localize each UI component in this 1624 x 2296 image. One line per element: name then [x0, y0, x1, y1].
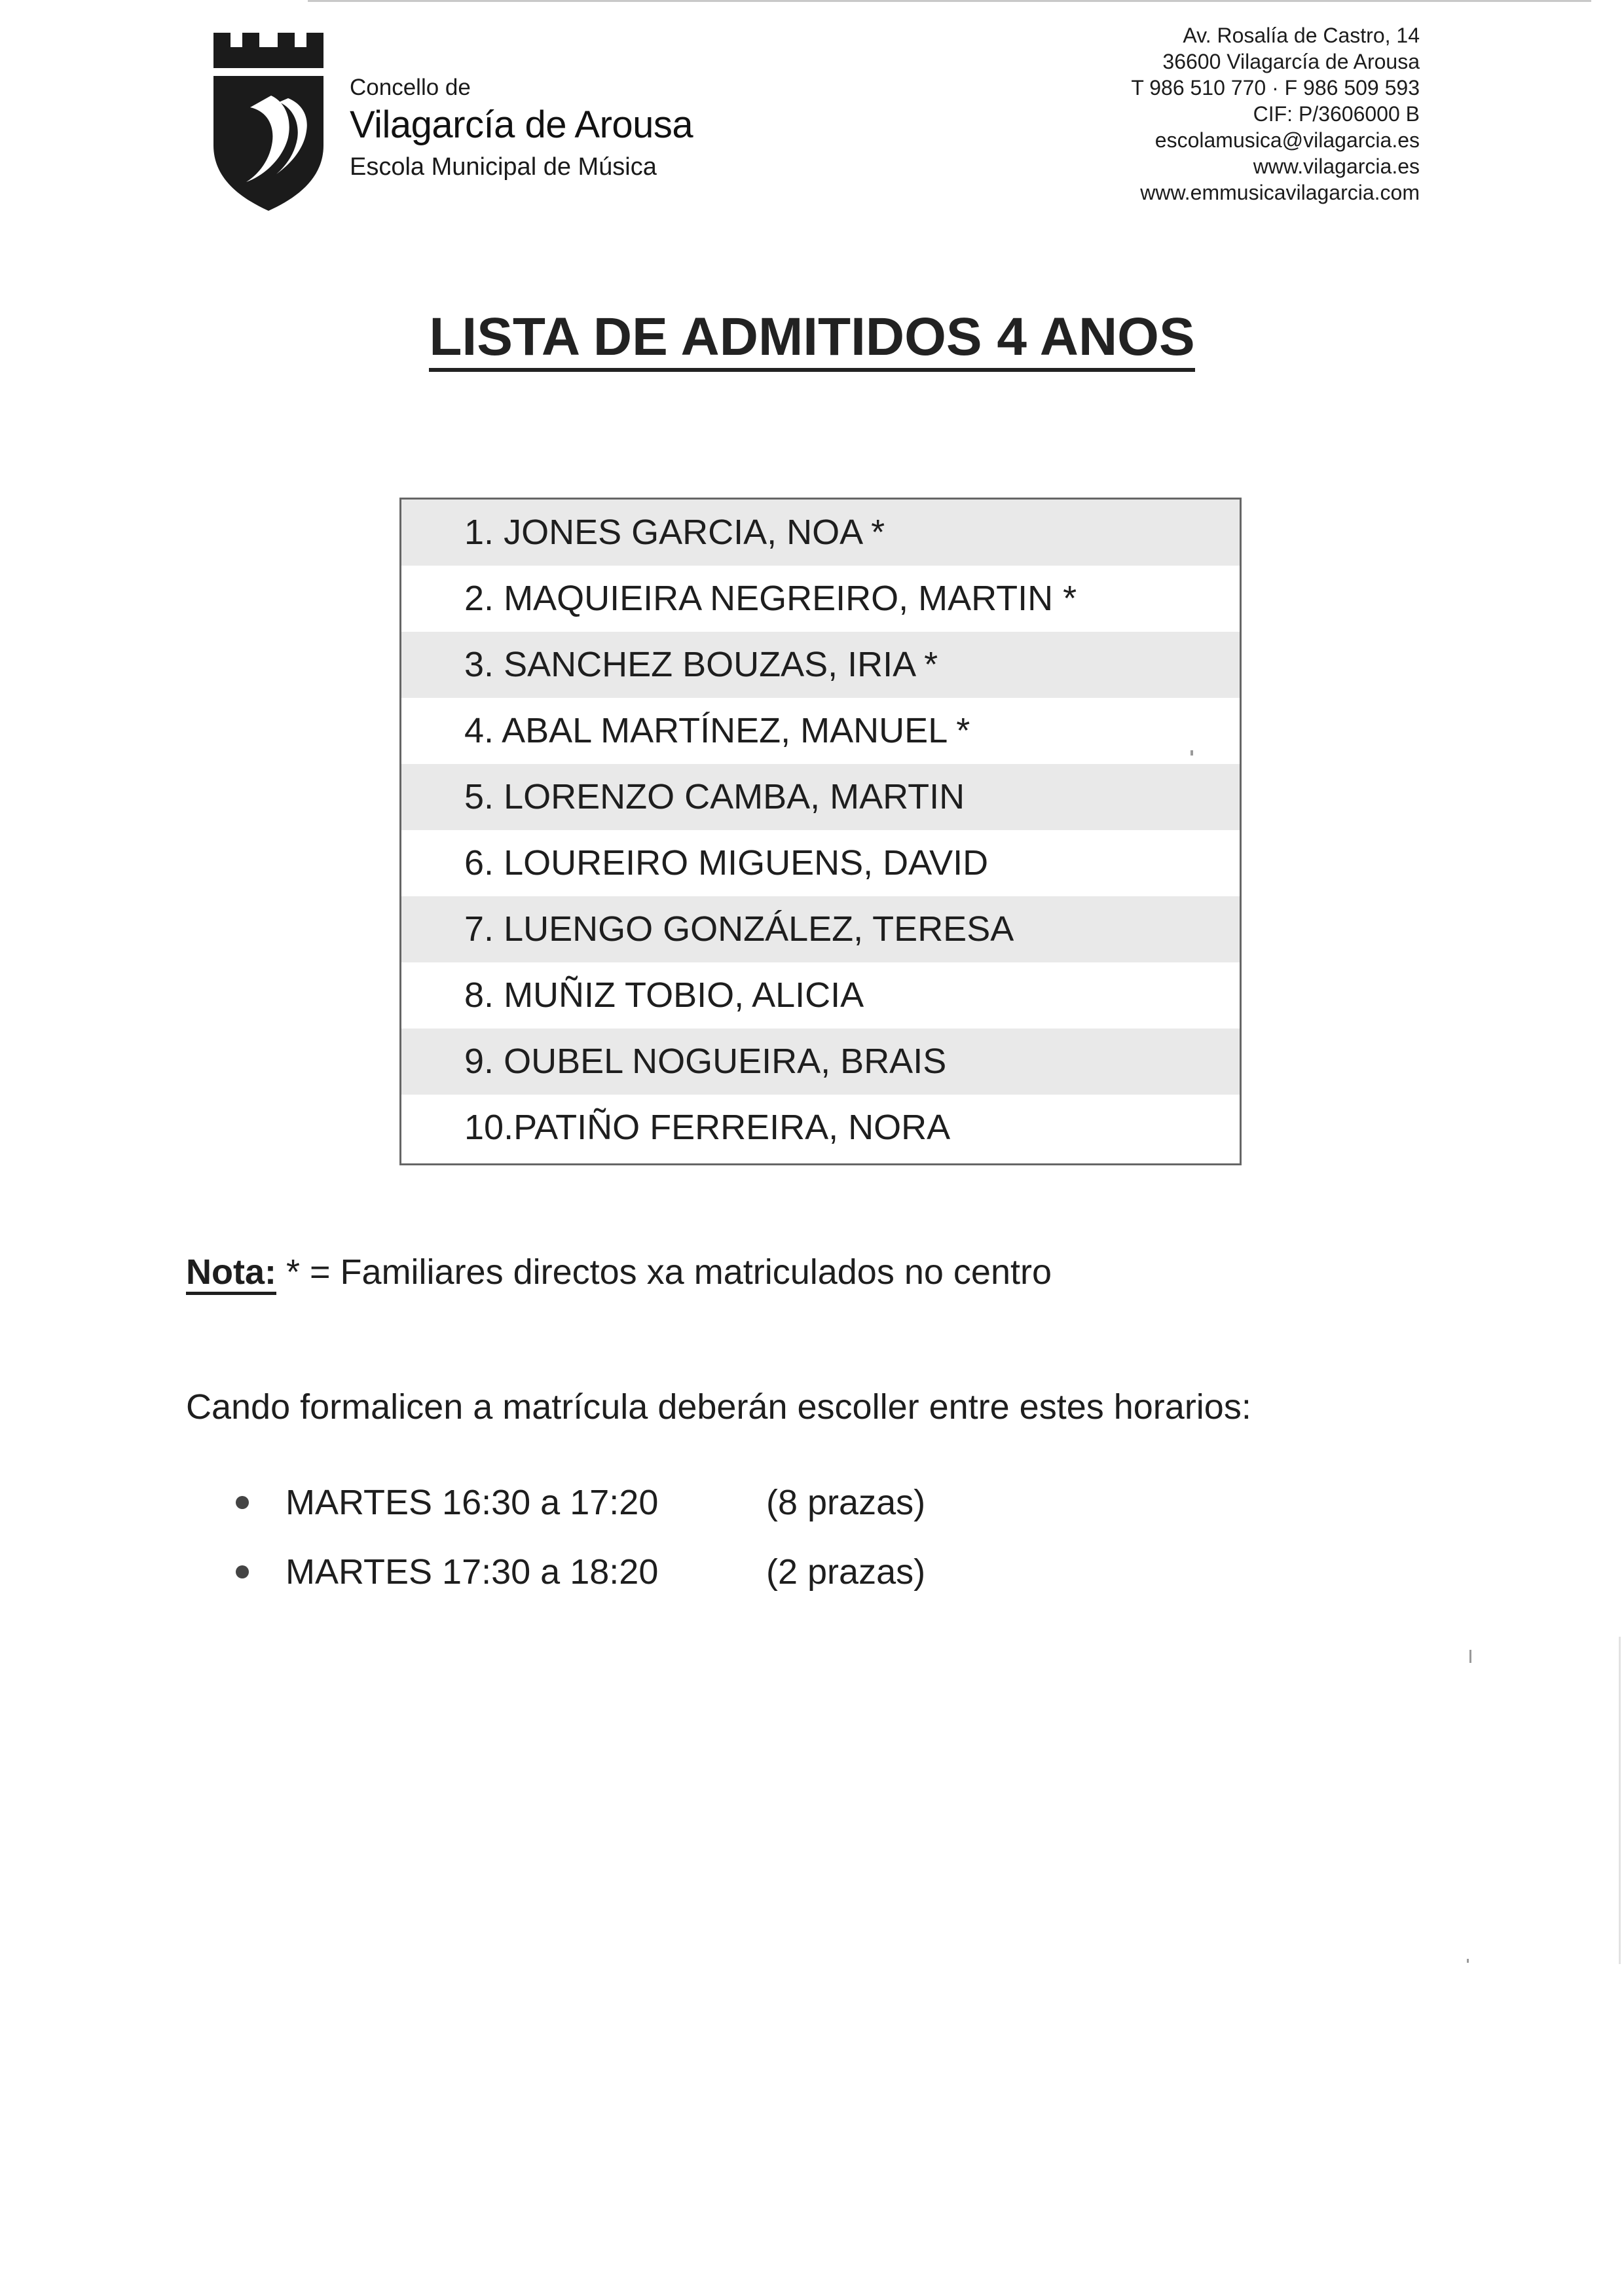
admitted-list: [399, 498, 1242, 1165]
bullet-icon: [236, 1496, 249, 1509]
scan-speck: [1619, 1637, 1621, 1964]
list-item: 8. MUÑIZ TOBIO, ALICIA: [464, 975, 864, 1015]
contact-info: [1131, 22, 1420, 206]
instructions-text: Cando formalicen a matrícula deberán escoller entre estes horarios:: [186, 1387, 1251, 1427]
schedule-item: [236, 1544, 925, 1613]
organization-heading: [350, 73, 693, 183]
schedule-item: [236, 1474, 925, 1544]
contact-email: escolamusica@vilagarcia.es: [1154, 128, 1420, 152]
scan-top-edge: [308, 0, 1591, 2]
contact-address: Av. Rosalía de Castro, 14: [1183, 24, 1420, 47]
schedule-places: (2 prazas): [766, 1552, 926, 1592]
contact-city: 36600 Vilagarcía de Arousa: [1162, 50, 1420, 73]
scan-speck: [1469, 1650, 1471, 1663]
list-item: 3. SANCHEZ BOUZAS, IRIA *: [401, 632, 1240, 698]
org-name: Vilagarcía de Arousa: [350, 103, 693, 146]
contact-website: www.vilagarcia.es: [1253, 155, 1420, 178]
schedule-time: MARTES 16:30 a 17:20: [286, 1483, 659, 1522]
list-item: 2. MAQUIEIRA NEGREIRO, MARTIN *: [464, 579, 1077, 618]
list-item: 7. LUENGO GONZÁLEZ, TERESA: [401, 896, 1240, 962]
schedule-list: [236, 1474, 925, 1613]
list-item: 9. OUBEL NOGUEIRA, BRAIS: [401, 1029, 1240, 1095]
list-item: 4. ABAL MARTÍNEZ, MANUEL *: [464, 711, 970, 750]
municipal-shield-logo: [211, 30, 326, 212]
list-item: 1. JONES GARCIA, NOA *: [401, 500, 1240, 566]
schedule-places: (8 prazas): [766, 1483, 926, 1522]
school-name: Escola Municipal de Música: [350, 153, 657, 181]
scan-speck: [1190, 750, 1193, 756]
org-prefix: Concello de: [350, 75, 471, 100]
bullet-icon: [236, 1565, 249, 1578]
note-text: * = Familiares directos xa matriculados no centro: [286, 1252, 1052, 1292]
contact-website-school: www.emmusicavilagarcia.com: [1140, 181, 1420, 204]
list-item: 5. LORENZO CAMBA, MARTIN: [401, 764, 1240, 830]
schedule-time: MARTES 17:30 a 18:20: [286, 1552, 659, 1592]
list-item: 10.PATIÑO FERREIRA, NORA: [464, 1108, 951, 1147]
footnote: [186, 1252, 1052, 1292]
page-title: LISTA DE ADMITIDOS 4 ANOS: [0, 306, 1624, 368]
note-label: Nota:: [186, 1252, 276, 1295]
contact-phone-fax: T 986 510 770 · F 986 509 593: [1131, 76, 1420, 100]
contact-cif: CIF: P/3606000 B: [1253, 102, 1420, 126]
scan-speck: [1467, 1959, 1469, 1963]
list-item: 6. LOUREIRO MIGUENS, DAVID: [464, 843, 989, 883]
